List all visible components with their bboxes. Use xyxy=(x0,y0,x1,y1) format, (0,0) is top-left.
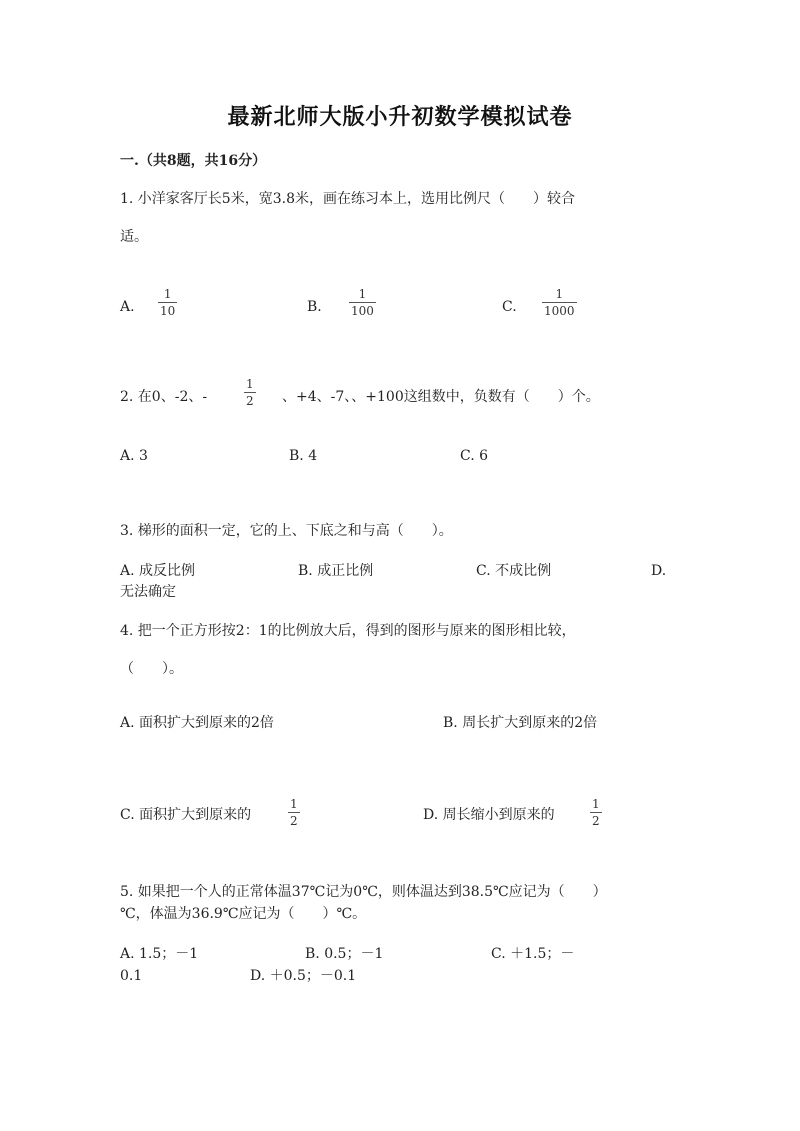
q4-option-b: B. 周长扩大到原来的2倍 xyxy=(443,715,598,731)
q5-option-a: A. 1.5；－1 xyxy=(120,946,199,962)
q5-option-b: B. 0.5；－1 xyxy=(305,946,384,962)
fraction-denominator: 100 xyxy=(351,304,374,318)
fraction-bar xyxy=(244,392,256,393)
q3-option-a: A. 成反比例 xyxy=(120,563,196,579)
fraction-numerator: 1 xyxy=(163,287,172,301)
fraction-numerator: 1 xyxy=(290,797,298,811)
q2-text-pre: 2. 在0、-2、- xyxy=(120,389,208,405)
q3-option-d-label: D. xyxy=(651,563,667,579)
q1-option-a-label: A. xyxy=(120,299,135,315)
q4-option-c-text: C. 面积扩大到原来的 xyxy=(120,807,252,823)
fraction-numerator: 1 xyxy=(358,287,367,301)
fraction-denominator: 2 xyxy=(592,814,600,828)
q1-text-line1: 1. 小洋家客厅长5米，宽3.8米，画在练习本上，选用比例尺（ ）较合 xyxy=(120,191,575,207)
fraction-numerator: 1 xyxy=(246,377,254,391)
section-heading: 一.（共8题，共16分） xyxy=(120,153,267,169)
q4-option-a: A. 面积扩大到原来的2倍 xyxy=(120,715,274,731)
q3-option-d-text: 无法确定 xyxy=(120,584,176,600)
fraction-denominator: 2 xyxy=(246,394,254,408)
q5-text-line1: 5. 如果把一个人的正常体温37℃记为0℃，则体温达到38.5℃应记为（ ） xyxy=(120,884,607,900)
q2-text-post: 、+4、-7、、+100这组数中，负数有（ ）个。 xyxy=(282,389,600,405)
q4-text-line2: （ ）。 xyxy=(120,661,183,677)
q1-option-c-fraction xyxy=(542,287,577,318)
q3-option-b: B. 成正比例 xyxy=(298,563,374,579)
q5-option-c: C. ＋1.5；－ xyxy=(491,946,575,962)
fraction-denominator: 10 xyxy=(160,304,176,318)
fraction-bar xyxy=(158,302,177,303)
fraction-bar xyxy=(542,302,577,303)
fraction-denominator: 1000 xyxy=(544,304,575,318)
q4-text-line1: 4. 把一个正方形按2：1的比例放大后，得到的图形与原来的图形相比较， xyxy=(120,623,576,639)
q4-option-d-fraction xyxy=(590,797,602,828)
q5-option-c-continued: 0.1 xyxy=(120,968,143,984)
q1-option-a-fraction xyxy=(158,287,177,318)
q5-text-line2: ℃，体温为36.9℃应记为（ ）℃。 xyxy=(120,906,367,922)
fraction-bar xyxy=(288,812,300,813)
q2-fraction xyxy=(244,377,256,408)
q1-option-c-label: C. xyxy=(502,299,517,315)
q3-text: 3. 梯形的面积一定，它的上、下底之和与高（ ）。 xyxy=(120,523,453,539)
q1-option-b-label: B. xyxy=(307,299,322,315)
fraction-numerator: 1 xyxy=(555,287,564,301)
q2-option-c: C. 6 xyxy=(460,448,489,464)
q2-option-b: B. 4 xyxy=(289,448,318,464)
q1-text-line2: 适。 xyxy=(120,229,148,245)
q3-option-c: C. 不成比例 xyxy=(476,563,552,579)
fraction-numerator: 1 xyxy=(592,797,600,811)
fraction-denominator: 2 xyxy=(290,814,298,828)
q5-option-d: D. ＋0.5；－0.1 xyxy=(250,968,357,984)
fraction-bar xyxy=(349,302,376,303)
page-title: 最新北师大版小升初数学模拟试卷 xyxy=(227,104,573,130)
q2-option-a: A. 3 xyxy=(120,448,148,464)
q4-option-c-fraction xyxy=(288,797,300,828)
fraction-bar xyxy=(590,812,602,813)
q4-option-d-text: D. 周长缩小到原来的 xyxy=(423,807,555,823)
q1-option-b-fraction xyxy=(349,287,376,318)
